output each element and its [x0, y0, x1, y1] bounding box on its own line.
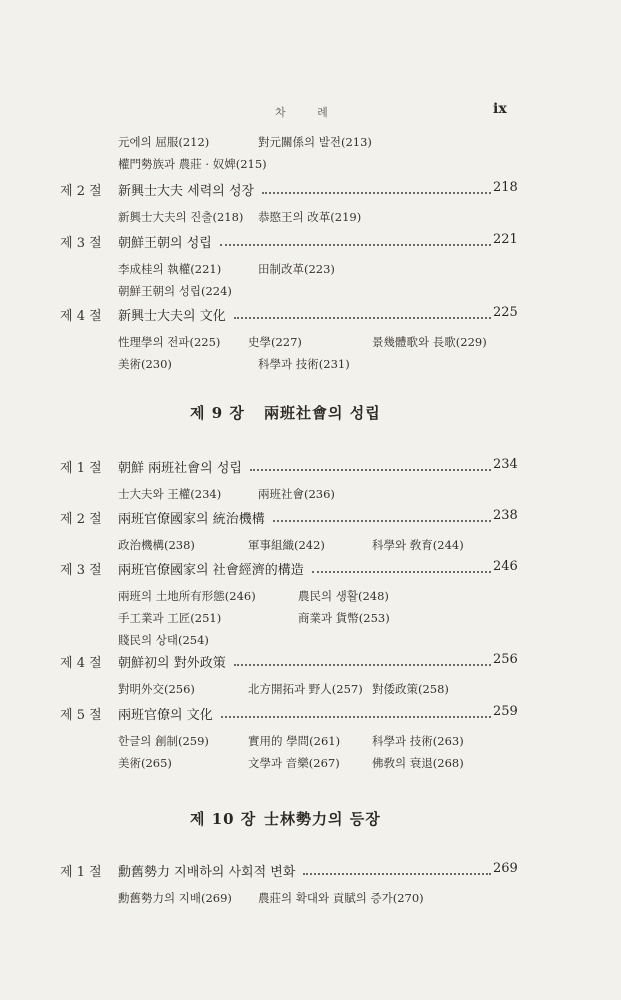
chapter-9-title: 兩班社會의 성립	[264, 404, 381, 422]
subentry: 美術(230)	[118, 357, 172, 371]
section-title: 兩班官僚國家의 統治機構	[118, 512, 265, 527]
subentry: 朝鮮王朝의 성립(224)	[118, 284, 232, 298]
subentry: 史學(227)	[248, 335, 302, 349]
subentry: 手工業과 工匠(251)	[118, 611, 222, 625]
section-page-number: 269	[493, 861, 518, 876]
subentry: 佛敎의 衰退(268)	[372, 756, 464, 770]
section-label: 제 3 절	[60, 236, 102, 251]
section-title: 新興士大夫 세력의 성장	[118, 184, 255, 199]
subentry: 科學과 技術(263)	[372, 734, 464, 748]
subentry: 對倭政策(258)	[372, 682, 449, 696]
leader-dots	[312, 571, 491, 573]
section-page-number: 256	[493, 652, 518, 667]
subentry: 商業과 貨幣(253)	[298, 611, 390, 625]
section-title: 勳舊勢力 지배하의 사회적 변화	[118, 865, 296, 880]
subentry: 新興士大夫의 진출(218)	[118, 210, 244, 224]
section-label: 제 5 절	[60, 708, 102, 723]
section-label: 제 1 절	[60, 865, 102, 880]
chapter-10-number: 제 10 장	[190, 810, 257, 828]
section-label: 제 3 절	[60, 563, 102, 578]
leader-dots	[234, 317, 491, 319]
subentry: 北方開拓과 野人(257)	[248, 682, 363, 696]
section-title: 朝鮮王朝의 성립	[118, 236, 212, 251]
subentry: 軍事組織(242)	[248, 538, 325, 552]
leader-dots	[234, 664, 491, 666]
page-number: ix	[493, 101, 507, 117]
subentry: 兩班社會(236)	[258, 487, 335, 501]
chapter-10-title: 士林勢力의 등장	[264, 810, 381, 828]
section-title: 朝鮮初의 對外政策	[118, 656, 226, 671]
subentry: 兩班의 土地所有形態(246)	[118, 589, 256, 603]
section-label: 제 1 절	[60, 461, 102, 476]
subentry: 對元關係의 발전(213)	[258, 135, 372, 149]
subentry: 實用的 學問(261)	[248, 734, 341, 748]
subentry: 科學와 敎育(244)	[372, 538, 464, 552]
section-page-number: 246	[493, 559, 518, 574]
section-page-number: 259	[493, 704, 518, 719]
subentry: 文學과 音樂(267)	[248, 756, 340, 770]
subentry: 性理學의 전파(225)	[118, 335, 221, 349]
subentry: 賤民의 상태(254)	[118, 633, 209, 647]
section-label: 제 4 절	[60, 656, 102, 671]
chapter-9-number: 제 9 장	[190, 404, 245, 422]
subentry: 李成桂의 執權(221)	[118, 262, 222, 276]
subentry: 恭愍王의 改革(219)	[258, 210, 362, 224]
subentry: 士大夫와 王權(234)	[118, 487, 222, 501]
section-page-number: 234	[493, 457, 518, 472]
subentry: 勳舊勢力의 지배(269)	[118, 891, 232, 905]
leader-dots	[250, 469, 491, 471]
section-page-number: 225	[493, 305, 518, 320]
section-page-number: 238	[493, 508, 518, 523]
subentry: 政治機構(238)	[118, 538, 195, 552]
section-page-number: 221	[493, 232, 518, 247]
leader-dots	[273, 520, 491, 522]
section-title: 新興士大夫의 文化	[118, 309, 226, 324]
subentry: 景幾體歌와 長歌(229)	[372, 335, 487, 349]
subentry: 元에의 屈服(212)	[118, 135, 210, 149]
section-label: 제 4 절	[60, 309, 102, 324]
subentry: 對明外交(256)	[118, 682, 195, 696]
subentry: 權門勢族과 農莊 · 奴婢(215)	[118, 157, 267, 171]
section-title: 兩班官僚國家의 社會經濟的構造	[118, 563, 304, 578]
leader-dots	[221, 716, 491, 718]
section-page-number: 218	[493, 180, 518, 195]
leader-dots	[220, 244, 491, 246]
subentry: 한글의 創制(259)	[118, 734, 209, 748]
subentry: 科學과 技術(231)	[258, 357, 350, 371]
subentry: 美術(265)	[118, 756, 172, 770]
subentry: 農民의 생활(248)	[298, 589, 389, 603]
leader-dots	[303, 873, 491, 875]
section-title: 兩班官僚의 文化	[118, 708, 213, 723]
leader-dots	[262, 192, 491, 194]
section-label: 제 2 절	[60, 184, 102, 199]
running-header: 차 례	[275, 106, 342, 119]
subentry: 農莊의 확대와 貢賦의 증가(270)	[258, 891, 424, 905]
section-title: 朝鮮 兩班社會의 성립	[118, 461, 242, 476]
subentry: 田制改革(223)	[258, 262, 335, 276]
section-label: 제 2 절	[60, 512, 102, 527]
